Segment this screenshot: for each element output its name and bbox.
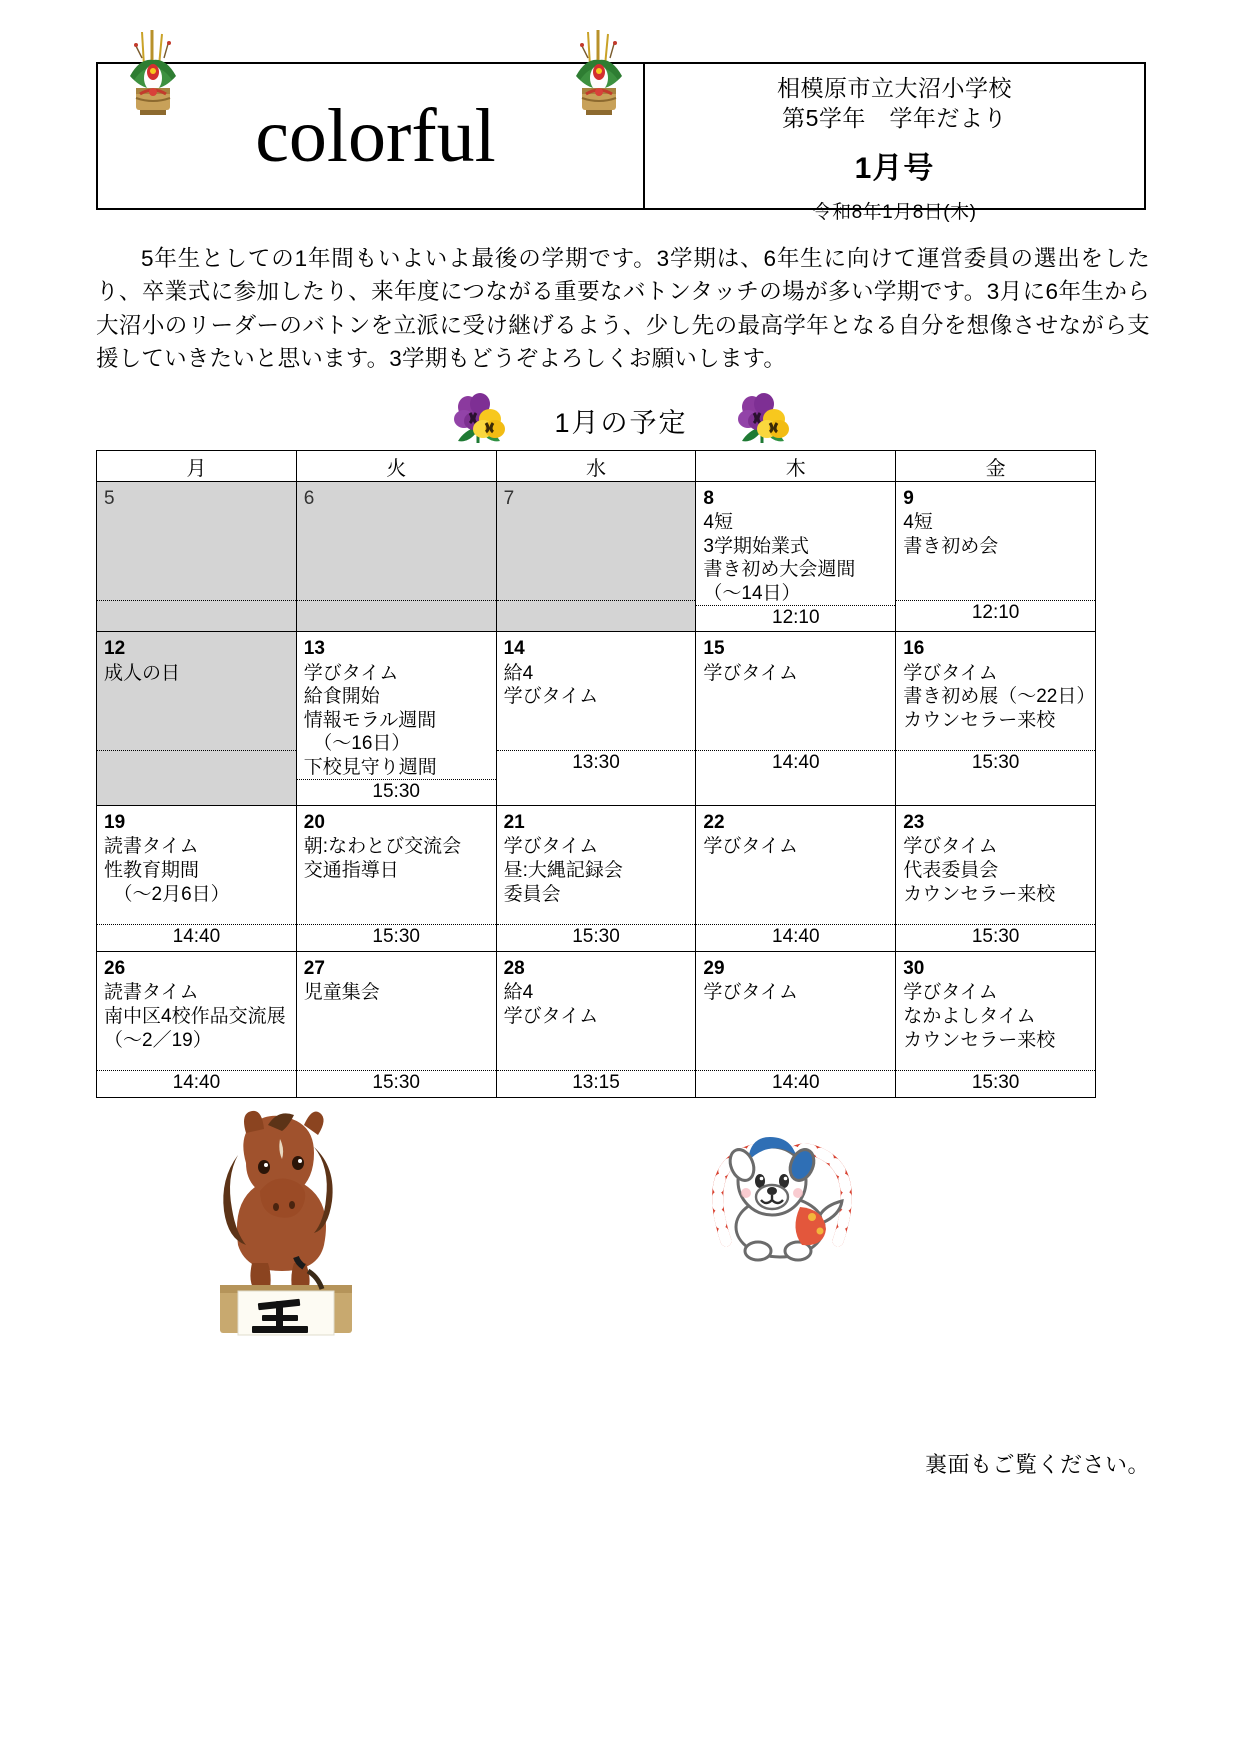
calendar-day-cell[interactable] — [696, 482, 896, 632]
day-number: 6 — [303, 488, 315, 509]
calendar-day-cell[interactable] — [896, 482, 1096, 632]
schedule-calendar — [96, 450, 1096, 1098]
day-cell-content — [696, 952, 895, 1070]
day-events — [903, 835, 1089, 924]
event-line: カウンセラー来校 — [903, 1029, 1056, 1051]
dismissal-time: 14:40 — [97, 924, 296, 950]
event-line: （～14日） — [703, 582, 801, 604]
day-events — [504, 662, 690, 751]
dismissal-time: 15:30 — [297, 779, 496, 805]
event-line: 書き初め大会週間 — [703, 559, 856, 581]
event-line: 読書タイム — [104, 982, 199, 1004]
event-line: 学びタイム — [903, 662, 998, 684]
day-cell-content — [97, 482, 296, 600]
event-line: 昼:大縄記録会 — [503, 859, 623, 881]
day-number: 20 — [303, 812, 325, 834]
issue-number: 1月号 — [854, 151, 935, 185]
day-events — [903, 511, 1089, 600]
day-number: 23 — [903, 812, 925, 834]
calendar-day-cell[interactable] — [896, 632, 1096, 806]
dismissal-time: 15:30 — [896, 750, 1095, 776]
calendar-day-cell[interactable] — [896, 806, 1096, 952]
day-cell-content — [896, 632, 1095, 750]
day-cell-content — [297, 482, 496, 600]
calendar-day-cell[interactable] — [496, 806, 696, 952]
masthead — [96, 62, 1146, 223]
intro-text: 5年生としての1年間もいよいよ最後の学期です。3学期は、6年生に向けて運営委員の選出をしたり、卒業式に参加したり、来年度につながる重要なバトンタッチの場が多い学期です。3月に6年生から大沼小のリーダーのバトンを立派に受け継げるよう、少し先の最高学年となる自分を想像させながら支援していきたいと思います。3学期もどうぞよろしくお願いします。 — [96, 246, 1150, 371]
event-line: 成人の日 — [104, 662, 181, 684]
day-cell-wrap — [896, 806, 1095, 951]
kadomatsu-icon — [568, 28, 630, 124]
dog-new-year-illustration — [680, 1095, 880, 1285]
footer-note: 裏面もご覧ください。 — [924, 1452, 1150, 1477]
day-number: 30 — [903, 958, 925, 980]
day-number: 29 — [703, 958, 725, 980]
event-line: なかよしタイム — [903, 1005, 1036, 1027]
dismissal-time — [97, 750, 296, 772]
dismissal-time: 14:40 — [696, 924, 895, 950]
weekday-header: 月 — [97, 451, 297, 482]
day-number: 22 — [703, 812, 725, 834]
day-events — [304, 835, 490, 924]
event-line: カウンセラー来校 — [903, 883, 1056, 905]
day-number: 16 — [903, 638, 925, 660]
day-number: 5 — [104, 488, 115, 509]
day-events — [703, 981, 889, 1070]
day-cell-content — [696, 806, 895, 924]
day-events — [304, 511, 490, 600]
calendar-day-cell[interactable] — [496, 952, 696, 1098]
day-cell-content — [97, 806, 296, 924]
schedule-title-row — [96, 392, 1146, 448]
day-cell-wrap — [696, 632, 895, 777]
calendar-day-cell[interactable] — [896, 952, 1096, 1098]
calendar-day-cell[interactable] — [97, 632, 297, 806]
dismissal-time: 15:30 — [297, 1070, 496, 1096]
school-name: 相模原市立大沼小学校 — [777, 75, 1012, 101]
day-cell-content — [497, 482, 696, 600]
event-line: 給4 — [503, 982, 534, 1004]
event-line: カウンセラー来校 — [903, 709, 1056, 731]
day-events — [104, 662, 290, 751]
calendar-day-cell[interactable] — [696, 952, 896, 1098]
day-number: 14 — [503, 638, 525, 660]
dismissal-time: 14:40 — [97, 1070, 296, 1096]
event-line: 学びタイム — [703, 836, 799, 858]
event-line: （～16日） — [303, 733, 411, 755]
day-cell-wrap — [696, 806, 895, 951]
event-line: 性教育期間 — [104, 859, 200, 881]
day-cell-content — [497, 806, 696, 924]
day-cell-wrap — [97, 632, 296, 777]
dismissal-time: 15:30 — [497, 924, 696, 950]
event-line: 給4 — [503, 662, 534, 684]
weekday-header: 木 — [696, 451, 896, 482]
calendar-week-row — [97, 482, 1096, 632]
masthead-info-area — [645, 64, 1144, 223]
dismissal-time: 15:30 — [896, 924, 1095, 950]
day-events — [304, 662, 490, 780]
event-line: 書き初め展（～22日） — [903, 686, 1096, 708]
day-cell-wrap — [497, 806, 696, 951]
day-cell-content — [97, 632, 296, 750]
day-cell-wrap — [297, 806, 496, 951]
day-events — [104, 511, 290, 600]
calendar-day-cell[interactable] — [296, 482, 496, 632]
event-line: 学びタイム — [503, 1005, 599, 1027]
day-cell-content — [297, 632, 496, 779]
day-cell-content — [896, 482, 1095, 600]
day-cell-content — [696, 482, 895, 605]
day-cell-content — [97, 952, 296, 1070]
day-events — [903, 662, 1096, 751]
intro-paragraph — [96, 242, 1150, 375]
dismissal-time: 13:30 — [497, 750, 696, 776]
day-number: 13 — [303, 638, 325, 660]
day-events — [703, 835, 889, 924]
newsletter-title: colorful — [255, 94, 496, 178]
day-number: 7 — [503, 488, 515, 509]
weekday-header: 水 — [496, 451, 696, 482]
day-cell-content — [696, 632, 895, 750]
event-line: 3学期始業式 — [703, 535, 809, 557]
day-cell-content — [497, 952, 696, 1070]
calendar-day-cell[interactable] — [296, 632, 496, 806]
dismissal-time: 14:40 — [696, 750, 895, 776]
event-line: 児童集会 — [303, 982, 380, 1004]
calendar-week-row — [97, 952, 1096, 1098]
day-events — [703, 511, 889, 605]
dismissal-time — [297, 600, 496, 622]
day-cell-wrap — [297, 482, 496, 627]
event-line: 情報モラル週間 — [303, 709, 437, 731]
event-line: 書き初め会 — [903, 535, 999, 557]
day-cell-content — [896, 952, 1095, 1070]
event-line: （～2月6日） — [104, 883, 230, 905]
event-line: 学びタイム — [503, 836, 599, 858]
day-events — [504, 511, 690, 600]
event-line: 代表委員会 — [903, 859, 999, 881]
calendar-week-row — [97, 806, 1096, 952]
dismissal-time: 15:30 — [297, 924, 496, 950]
day-cell-content — [297, 952, 496, 1070]
dismissal-time — [497, 600, 696, 622]
calendar-body — [97, 482, 1096, 1098]
dismissal-time: 13:15 — [497, 1070, 696, 1096]
day-events — [703, 662, 889, 751]
weekday-header: 金 — [896, 451, 1096, 482]
day-cell-wrap — [97, 806, 296, 951]
event-line: 4短 — [903, 512, 933, 534]
day-number: 8 — [703, 488, 714, 509]
kadomatsu-icon — [122, 28, 184, 124]
dismissal-time: 14:40 — [696, 1070, 895, 1096]
day-number: 21 — [503, 812, 525, 834]
event-line: 下校見守り週間 — [303, 756, 437, 778]
grade-line: 第5学年 学年だより — [782, 105, 1007, 132]
schedule-title: 1月の予定 — [554, 407, 688, 438]
day-number: 26 — [104, 958, 126, 980]
day-cell-wrap — [97, 482, 296, 627]
calendar-day-cell[interactable] — [296, 952, 496, 1098]
calendar-week-row — [97, 632, 1096, 806]
calendar-day-cell[interactable] — [496, 482, 696, 632]
day-cell-content — [497, 632, 696, 750]
dismissal-time: 12:10 — [896, 600, 1095, 626]
event-line: 南中区4校作品交流展 — [104, 1005, 286, 1027]
calendar-day-cell[interactable] — [97, 806, 297, 952]
event-line: 委員会 — [503, 883, 561, 905]
pansy-flower-icon — [450, 391, 508, 449]
calendar-day-cell[interactable] — [97, 482, 297, 632]
day-number: 9 — [903, 488, 914, 509]
event-line: 読書タイム — [104, 836, 199, 858]
event-line: 学びタイム — [703, 662, 799, 684]
day-events — [504, 835, 690, 924]
issue-date: 令和8年1月8日(木) — [812, 201, 977, 223]
dismissal-time: 15:30 — [896, 1070, 1095, 1096]
day-events — [104, 981, 290, 1070]
day-number: 28 — [503, 958, 525, 980]
day-cell-content — [297, 806, 496, 924]
event-line: 給食開始 — [303, 686, 380, 708]
day-number: 15 — [703, 638, 725, 660]
weekday-header: 火 — [296, 451, 496, 482]
horse-calligraphy-illustration — [180, 1095, 390, 1345]
event-line: 学びタイム — [703, 982, 799, 1004]
calendar-day-cell[interactable] — [97, 952, 297, 1098]
calendar-day-cell[interactable] — [696, 632, 896, 806]
calendar-day-cell[interactable] — [296, 806, 496, 952]
event-line: 朝:なわとび交流会 — [303, 836, 462, 858]
event-line: 学びタイム — [903, 982, 998, 1004]
dismissal-time — [97, 600, 296, 622]
day-cell-wrap — [896, 952, 1095, 1097]
calendar-day-cell[interactable] — [496, 632, 696, 806]
event-line: 学びタイム — [903, 836, 998, 858]
day-number: 12 — [104, 638, 126, 660]
day-cell-wrap — [497, 952, 696, 1097]
event-line: 交通指導日 — [303, 859, 399, 881]
day-cell-wrap — [297, 632, 496, 805]
dismissal-time: 12:10 — [696, 605, 895, 631]
day-number: 19 — [104, 812, 126, 834]
day-cell-wrap — [896, 482, 1095, 627]
pansy-flower-icon — [734, 391, 792, 449]
event-line: 学びタイム — [303, 662, 399, 684]
day-events — [104, 835, 290, 924]
day-cell-wrap — [297, 952, 496, 1097]
event-line: 学びタイム — [503, 686, 599, 708]
day-cell-wrap — [97, 952, 296, 1097]
day-cell-wrap — [896, 632, 1095, 777]
day-cell-content — [896, 806, 1095, 924]
calendar-day-cell[interactable] — [696, 806, 896, 952]
masthead-brand-area — [98, 64, 645, 208]
event-line: （～2／19） — [104, 1029, 212, 1051]
day-events — [504, 981, 690, 1070]
day-cell-wrap — [696, 482, 895, 631]
day-number: 27 — [303, 958, 325, 980]
event-line: 4短 — [703, 512, 733, 534]
day-cell-wrap — [696, 952, 895, 1097]
calendar-header-row — [97, 451, 1096, 482]
day-cell-wrap — [497, 482, 696, 627]
day-events — [903, 981, 1089, 1070]
day-cell-wrap — [497, 632, 696, 777]
day-events — [304, 981, 490, 1070]
